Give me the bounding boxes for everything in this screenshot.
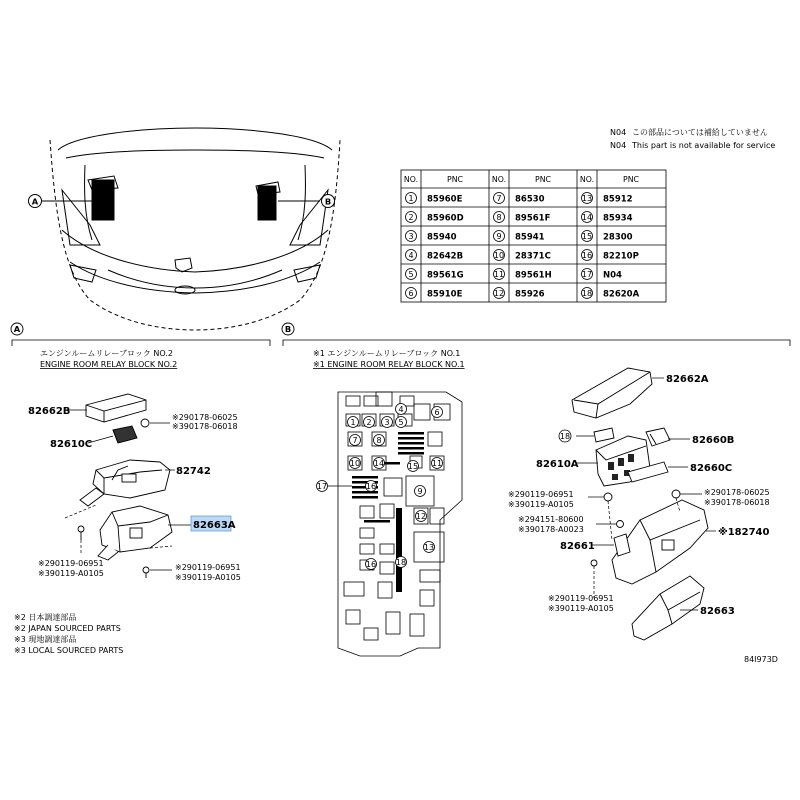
- section-a-title-ja: エンジンルームリレーブロック NO.2: [40, 349, 173, 358]
- table-pnc: 89561H: [515, 270, 552, 281]
- section-b-title-en: ※1 ENGINE ROOM RELAY BLOCK NO.1: [313, 360, 465, 369]
- part-code: ※290178-06025: [704, 488, 770, 497]
- table-number: 10: [493, 251, 505, 260]
- screw-code: ※290119-06951: [38, 559, 104, 568]
- clip-code: ※390178-06018: [172, 422, 238, 431]
- callout-number: 13: [423, 542, 435, 552]
- car-outline-dashed: [50, 140, 340, 330]
- screw-code: ※390119-A0105: [38, 569, 104, 578]
- table-pnc: 28300: [603, 232, 633, 243]
- note-text-en: This part is not available for service: [632, 141, 776, 150]
- engine-bay-left: [85, 165, 92, 240]
- callout-number: 16: [365, 481, 377, 491]
- svg-text:B: B: [284, 324, 292, 334]
- engine-part: [175, 258, 192, 272]
- svg-text:※2 JAPAN SOURCED PARTS: ※2 JAPAN SOURCED PARTS: [14, 624, 121, 633]
- part-label: ※182740: [718, 527, 770, 538]
- engine-bay-right: [298, 165, 305, 240]
- screw-code: ※390119-A0105: [175, 573, 241, 582]
- table-number: 4: [408, 251, 414, 260]
- footnotes: [14, 612, 123, 655]
- part-label-highlighted: 82663A: [193, 520, 236, 531]
- table-number: 2: [408, 213, 414, 222]
- screw-a2: [143, 567, 149, 573]
- table-number: 14: [581, 213, 593, 222]
- callout-number: 3: [384, 417, 390, 427]
- figure-id: 84I973D: [744, 655, 778, 664]
- svg-text:※3 LOCAL SOURCED PARTS: ※3 LOCAL SOURCED PARTS: [14, 646, 124, 655]
- table-pnc: 85940: [427, 232, 457, 243]
- svg-text:※3 現地調達部品: ※3 現地調達部品: [14, 635, 77, 644]
- part-label: 82742: [176, 466, 211, 477]
- table-pnc: 85934: [603, 213, 633, 224]
- clip-code: ※290178-06025: [172, 413, 238, 422]
- part-label: 82663: [700, 606, 735, 617]
- table-number: 9: [496, 232, 502, 241]
- table-pnc: 89561F: [515, 213, 551, 224]
- svg-text:※2 日本調達部品: ※2 日本調達部品: [14, 613, 77, 622]
- callout-number: 11: [431, 458, 443, 468]
- callout-number: 18: [395, 557, 407, 567]
- table-pnc: 85941: [515, 232, 545, 243]
- table-pnc: 89561G: [427, 270, 464, 281]
- part-label: 82660B: [692, 435, 735, 446]
- cover-82662a: [572, 368, 652, 418]
- table-pnc: 28371C: [515, 251, 551, 262]
- view-marker-a: [29, 195, 42, 208]
- screw-b1: [591, 560, 597, 566]
- callout-18: 18: [559, 432, 571, 441]
- part-code: ※390119-A0105: [508, 500, 574, 509]
- callout-number: 7: [352, 435, 358, 445]
- table-number: 6: [408, 289, 414, 298]
- car-front-view: [42, 128, 340, 330]
- svg-text:A: A: [13, 324, 21, 334]
- svg-text:A: A: [31, 196, 39, 207]
- table-pnc: 85960D: [427, 213, 464, 224]
- callout-number: 6: [434, 407, 440, 417]
- note-code-1: N04: [610, 128, 627, 137]
- note-text-ja: この部品については補給していません: [632, 128, 768, 137]
- section-a-drawing: [78, 394, 172, 578]
- screw-a1: [78, 526, 84, 532]
- table-number: 17: [581, 270, 593, 279]
- note-code-2: N04: [610, 141, 627, 150]
- clip-b3: [617, 521, 624, 528]
- clip-a1: [141, 419, 149, 427]
- part-label: 82662B: [28, 406, 71, 417]
- part-label: 82610C: [50, 439, 93, 450]
- table-pnc: 82642B: [427, 251, 464, 262]
- table-pnc: 85910E: [427, 289, 463, 300]
- part-code: ※390178-06018: [704, 498, 770, 507]
- table-pnc: 82620A: [603, 289, 640, 300]
- part-82620a: [594, 428, 614, 442]
- callout-number: 4: [398, 404, 404, 414]
- table-number: 3: [408, 232, 414, 241]
- service-note: [610, 127, 775, 150]
- table-header: PNC: [623, 175, 639, 184]
- table-number: 7: [496, 194, 502, 203]
- table-number: 12: [493, 289, 505, 298]
- section-a-title-en: ENGINE ROOM RELAY BLOCK NO.2: [40, 360, 178, 369]
- table-pnc: 85912: [603, 194, 633, 205]
- table-number: 11: [493, 270, 505, 279]
- part-label: 82610A: [536, 459, 579, 470]
- part-label: 82660C: [690, 463, 733, 474]
- table-number: 8: [496, 213, 502, 222]
- relay-block-layout: [338, 392, 462, 656]
- table-number: 16: [581, 251, 593, 260]
- table-number: 1: [408, 194, 414, 203]
- table-header: PNC: [447, 175, 463, 184]
- part-label: 82661: [560, 541, 595, 552]
- bumper-line: [62, 230, 328, 272]
- table-number: 15: [581, 232, 593, 241]
- svg-text:B: B: [324, 196, 332, 207]
- grille: [108, 270, 282, 288]
- table-number: 5: [408, 270, 414, 279]
- pnc-table-content: [404, 175, 640, 300]
- table-pnc: 85960E: [427, 194, 463, 205]
- table-pnc: N04: [603, 270, 622, 281]
- table-header: NO.: [403, 175, 419, 184]
- clip-b2: [672, 490, 680, 498]
- table-header: NO.: [491, 175, 507, 184]
- relay-block-left: [92, 180, 114, 220]
- bracket-82663: [632, 576, 704, 640]
- relay-block-right: [258, 186, 276, 220]
- callout-number: 12: [415, 511, 427, 521]
- callout-number: 1: [350, 417, 356, 427]
- screw-code: ※290119-06951: [175, 563, 241, 572]
- callout-number: 17: [316, 481, 328, 491]
- callout-number: 9: [417, 486, 423, 496]
- callout-number: 15: [407, 461, 419, 471]
- part-code: ※290119-06951: [508, 490, 574, 499]
- part-code: ※390178-A0023: [518, 525, 584, 534]
- clip-b1: [604, 493, 612, 501]
- section-header-b: [282, 323, 790, 369]
- callout-number: 16: [365, 559, 377, 569]
- section-header-a: [11, 323, 270, 369]
- relay-82660b: [646, 428, 670, 446]
- table-pnc: 86530: [515, 194, 545, 205]
- callout-number: 5: [398, 417, 404, 427]
- table-number: 18: [581, 289, 593, 298]
- hood-edge: [66, 150, 324, 158]
- table-number: 13: [581, 194, 593, 203]
- table-header: PNC: [535, 175, 551, 184]
- part-code: ※290119-06951: [548, 594, 614, 603]
- section-b-title-ja: ※1 エンジンルームリレーブロック NO.1: [313, 349, 461, 358]
- table-pnc: 82210P: [603, 251, 639, 262]
- part-label: 82662A: [666, 374, 709, 385]
- view-marker-b: [322, 195, 335, 208]
- callout-number: 14: [373, 458, 385, 468]
- part-code: ※390119-A0105: [548, 604, 614, 613]
- hood-outline: [58, 128, 332, 150]
- callout-number: 2: [366, 417, 372, 427]
- table-header: NO.: [579, 175, 595, 184]
- table-pnc: 85926: [515, 289, 545, 300]
- part-code: ※294151-80600: [518, 515, 584, 524]
- relay-block-callouts: [317, 404, 443, 570]
- callout-number: 10: [349, 458, 361, 468]
- callout-number: 8: [376, 435, 382, 445]
